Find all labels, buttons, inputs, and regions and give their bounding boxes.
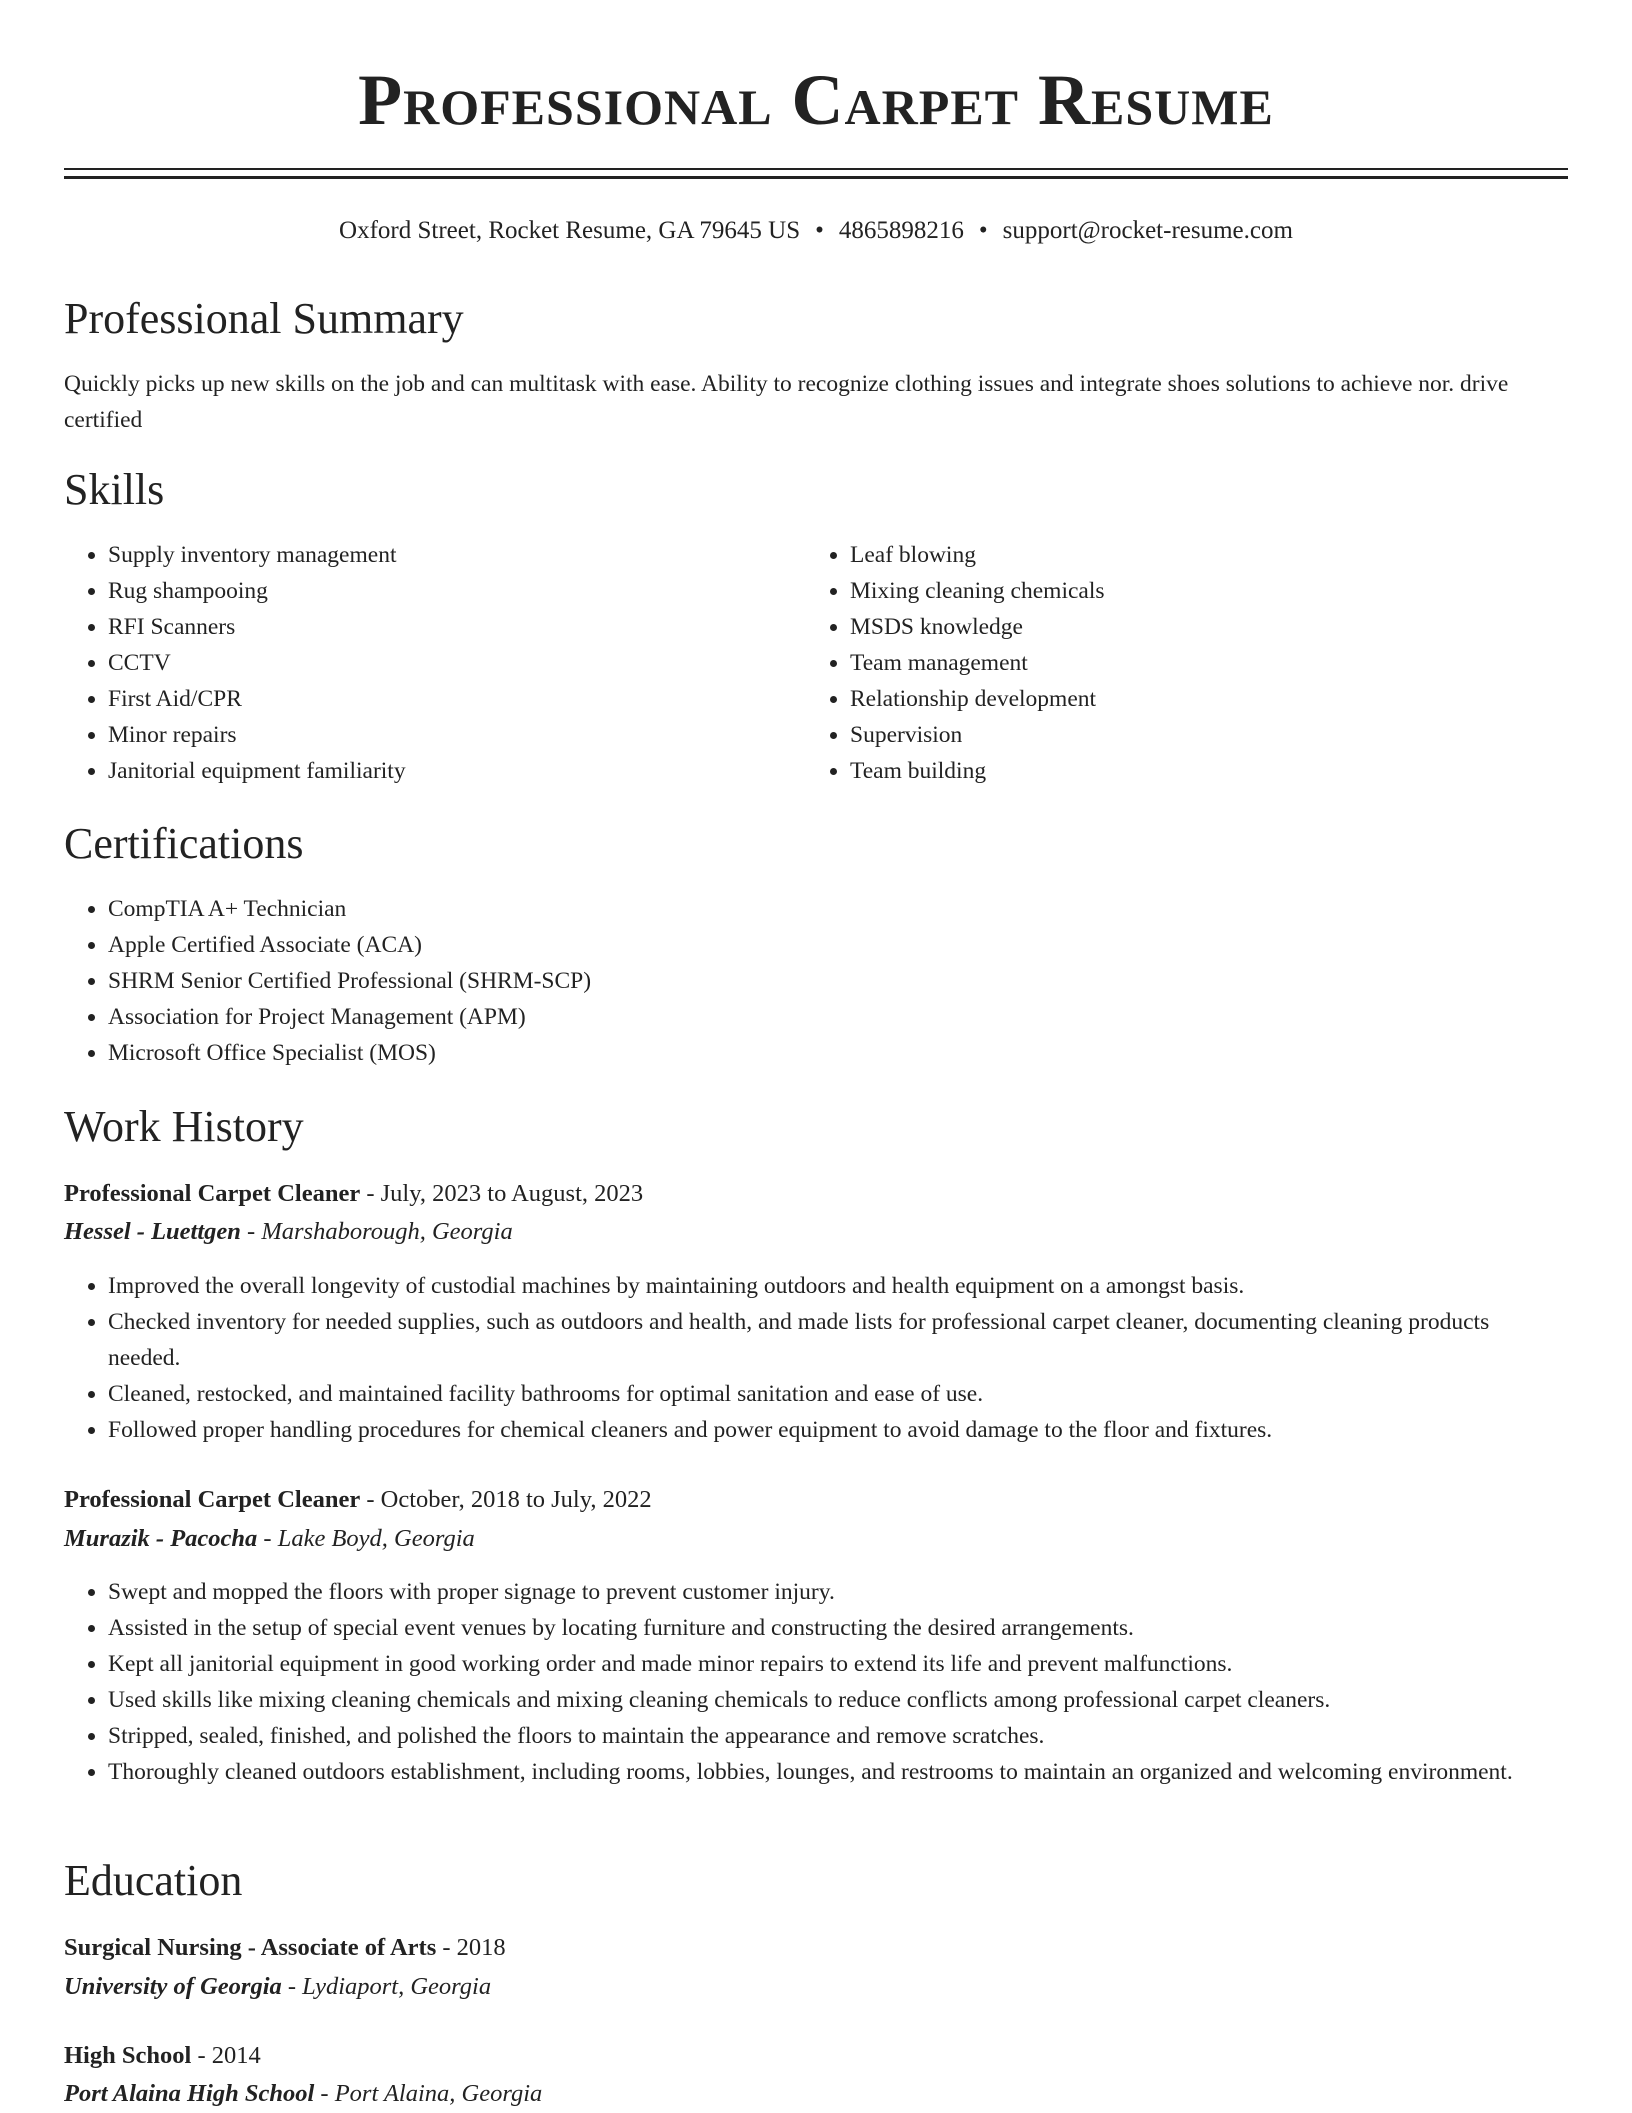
skill-item: • Supervision [850, 717, 1610, 753]
title-divider-bottom [64, 176, 1568, 179]
education-year: 2014 [211, 2042, 261, 2069]
job-title: Professional Carpet Cleaner [64, 1486, 361, 1513]
skills-heading: Skills [64, 465, 165, 514]
skill-item: • Team building [850, 753, 1610, 789]
certification-item: • Apple Certified Associate (ACA) [108, 927, 1612, 963]
job-duty-item: • Kept all janitorial equipment in good working order and made minor repairs to extend its life and prevent malfunctions. [108, 1646, 1548, 1682]
job-duty-item: • Assisted in the setup of special event venues by locating furniture and constructing the desired arrangements. [108, 1610, 1548, 1646]
job-duty-item: • Stripped, sealed, finished, and polished the floors to maintain the appearance and remove scratches. [108, 1718, 1548, 1754]
education-location: Lydiaport, Georgia [302, 1973, 492, 2000]
education-degree-line: High School - 2014 [64, 2042, 261, 2069]
skills-list-left [64, 537, 808, 789]
job-duty-item: • Followed proper handling procedures for chemical cleaners and power equipment to avoid damage to the floor and fixtures. [108, 1412, 1548, 1448]
job-duties-list [64, 1574, 1548, 1790]
skill-item: • Janitorial equipment familiarity [108, 753, 808, 789]
job-title: Professional Carpet Cleaner [64, 1180, 361, 1207]
job-duty-item: • Improved the overall longevity of custodial machines by maintaining outdoors and health equipment on a amongst basis. [108, 1268, 1548, 1304]
job-company-line: Murazik - Pacocha - Lake Boyd, Georgia [64, 1525, 475, 1552]
skill-item: • Team management [850, 645, 1610, 681]
skill-item: • Leaf blowing [850, 537, 1610, 573]
education-year: 2018 [456, 1934, 506, 1961]
education-degree-line: Surgical Nursing - Associate of Arts - 2018 [64, 1934, 506, 1961]
summary-text: Quickly picks up new skills on the job and can multitask with ease. Ability to recognize clothing issues and integrate shoes solutions to achieve nor. drive certified [64, 371, 1509, 433]
job-location: Marshaborough, Georgia [261, 1218, 513, 1245]
contact-address: Oxford Street, Rocket Resume, GA 79645 US [339, 217, 801, 244]
contact-separator: • [815, 217, 824, 244]
education-heading: Education [64, 1856, 243, 1905]
job-dates: July, 2023 to August, 2023 [380, 1180, 644, 1207]
certification-item: • CompTIA A+ Technician [108, 891, 1612, 927]
resume-title: Professional Carpet Resume [358, 60, 1274, 140]
job-title-line: Professional Carpet Cleaner - October, 2018 to July, 2022 [64, 1486, 652, 1513]
education-school-line: University of Georgia - Lydiaport, Georgia [64, 1973, 492, 2000]
contact-separator: • [978, 217, 988, 244]
skill-item: • RFI Scanners [108, 609, 808, 645]
skills-list-right [806, 537, 1610, 789]
summary-heading: Professional Summary [64, 294, 464, 343]
skill-item: • Supply inventory management [108, 537, 808, 573]
job-duty-item: • Cleaned, restocked, and maintained facility bathrooms for optimal sanitation and ease of use. [108, 1376, 1548, 1412]
job-duty-item: • Checked inventory for needed supplies, such as outdoors and health, and made lists for professional carpet cleaner, documenting cleaning products needed. [108, 1304, 1548, 1376]
skill-item: • Rug shampooing [108, 573, 808, 609]
education-degree: Surgical Nursing - Associate of Arts [64, 1934, 437, 1961]
job-duty-item: • Used skills like mixing cleaning chemicals and mixing cleaning chemicals to reduce conflicts among professional carpet cleaners. [108, 1682, 1548, 1718]
education-degree: High School [64, 2042, 192, 2069]
skill-item: • Mixing cleaning chemicals [850, 573, 1610, 609]
work-history-heading: Work History [64, 1102, 304, 1151]
job-location: Lake Boyd, Georgia [277, 1525, 475, 1552]
job-company: Murazik - Pacocha [64, 1525, 258, 1552]
contact-phone: 4865898216 [838, 217, 964, 244]
certifications-heading: Certifications [64, 819, 304, 868]
contact-email: support@rocket-resume.com [1002, 217, 1293, 244]
education-school: University of Georgia [64, 1973, 282, 2000]
certification-item: • Association for Project Management (APM) [108, 999, 1612, 1035]
skill-item: • CCTV [108, 645, 808, 681]
skill-item: • Minor repairs [108, 717, 808, 753]
job-duties-list [64, 1268, 1548, 1448]
certification-item: • SHRM Senior Certified Professional (SHRM-SCP) [108, 963, 1612, 999]
job-duty-item: • Swept and mopped the floors with proper signage to prevent customer injury. [108, 1574, 1548, 1610]
job-title-line: Professional Carpet Cleaner - July, 2023 to August, 2023 [64, 1180, 644, 1207]
certifications-list [64, 891, 1612, 1071]
skill-item: • First Aid/CPR [108, 681, 808, 717]
education-location: Port Alaina, Georgia [334, 2080, 543, 2107]
job-company-line: Hessel - Luettgen - Marshaborough, Georgia [64, 1218, 513, 1245]
education-school: Port Alaina High School [64, 2080, 315, 2107]
skill-item: • Relationship development [850, 681, 1610, 717]
education-school-line: Port Alaina High School - Port Alaina, Georgia [64, 2080, 543, 2107]
job-duty-item: • Thoroughly cleaned outdoors establishment, including rooms, lobbies, lounges, and restrooms to maintain an organized and welcoming environment. [108, 1754, 1548, 1790]
job-company: Hessel - Luettgen [64, 1218, 241, 1245]
skill-item: • MSDS knowledge [850, 609, 1610, 645]
title-divider-top [64, 168, 1568, 170]
job-dates: October, 2018 to July, 2022 [380, 1486, 652, 1513]
certification-item: • Microsoft Office Specialist (MOS) [108, 1035, 1612, 1071]
contact-line [0, 213, 1632, 249]
